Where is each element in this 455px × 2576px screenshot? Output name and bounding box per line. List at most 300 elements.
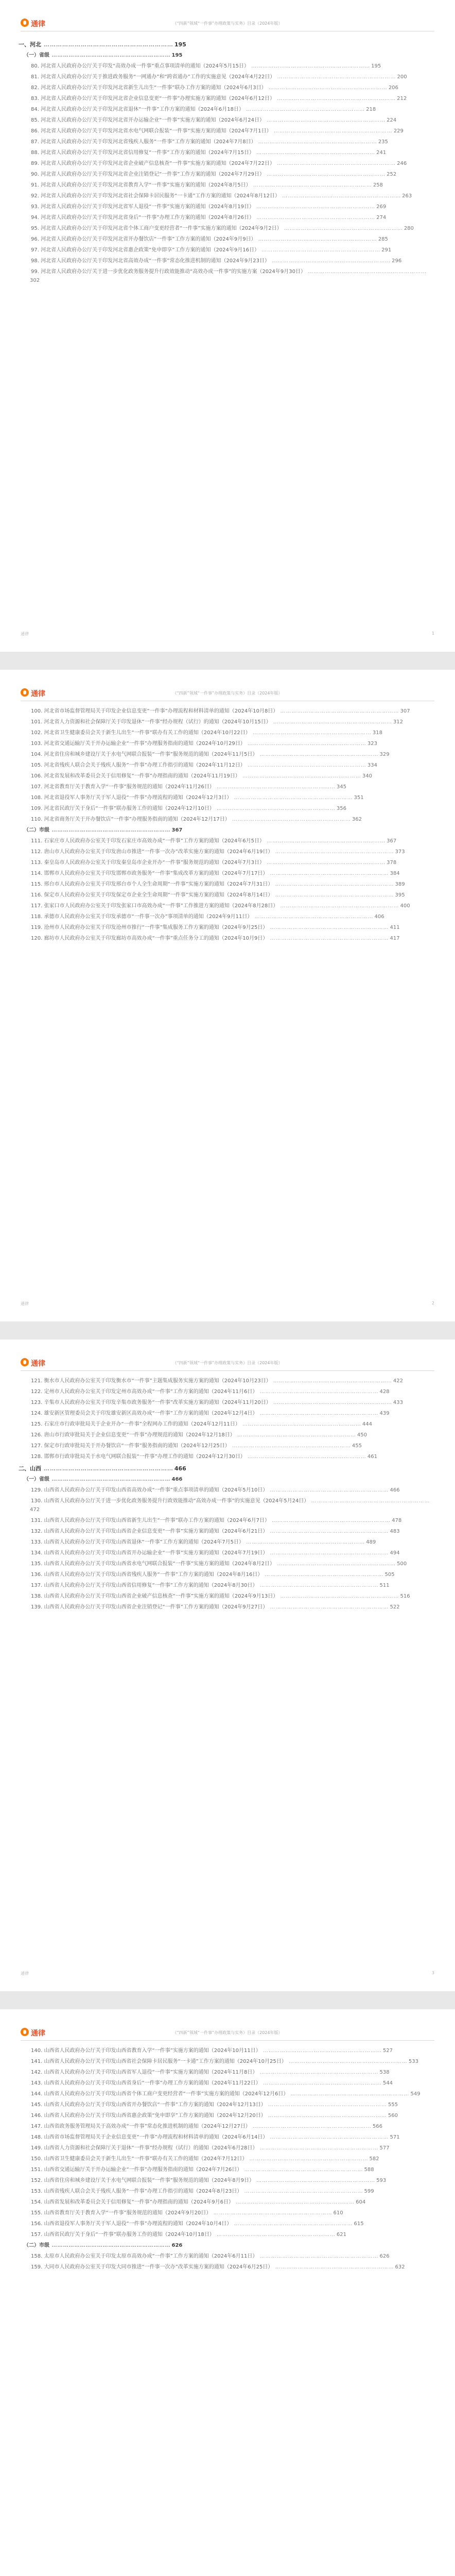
toc-entry-title: 135. 山西省人民政府办公厅关于印发山西省水电气网联合报装“一件事”实施方案的通知（2024年8月2日） — [31, 1561, 275, 1567]
toc-leader-dots: ……………………………………………………… — [214, 784, 336, 790]
toc-leader-dots: ……………………………………………………… — [256, 236, 377, 242]
toc-leader-dots: ……………………………………………………… — [278, 708, 399, 714]
toc-entry[interactable] — [29, 2176, 431, 2185]
toc-leader-dots: ……………………………………………………… — [235, 1432, 356, 1438]
toc-leader-dots: ……………………………………………………… — [257, 2070, 379, 2075]
toc-entry[interactable] — [29, 2252, 431, 2261]
toc-entry[interactable] — [29, 891, 431, 900]
toc-page-number: 351 — [354, 795, 364, 801]
toc-entry[interactable] — [29, 2198, 431, 2207]
toc-entry-title: 115. 邢台市人民政府办公室关于印发邢台市个人全生命周期“一件事”实施方案的通知（2024年7月31日） — [31, 882, 273, 887]
toc-leader-dots: ……………………………………………………… — [269, 258, 391, 264]
toc-entry[interactable] — [29, 1592, 431, 1601]
toc-entry[interactable] — [29, 1452, 431, 1461]
toc-entry[interactable] — [29, 783, 431, 791]
toc-entry-title: 85. 河北省人民政府办公厅关于印发河北省开办运输企业“一件事”实施方案的通知（2024年6月24日） — [31, 117, 265, 123]
toc-entry[interactable] — [29, 837, 431, 845]
toc-leader-dots: ……………………………………………………… — [264, 860, 386, 866]
toc-entry[interactable] — [29, 728, 431, 737]
footer-page-number: 1 — [431, 631, 434, 636]
toc-page-number: 218 — [366, 107, 376, 112]
toc-entry[interactable] — [29, 1560, 431, 1568]
toc-page-number: 258 — [373, 182, 383, 188]
toc-leader-dots: ……………………………………………………… — [41, 41, 173, 48]
toc-entry-title: 148. 山西省市场监督管理局关于企业信息变更“一件事”办理流程和材料清单的通知（2024年6月14日） — [31, 2134, 268, 2140]
toc-entry[interactable] — [29, 1398, 431, 1407]
page-header — [21, 16, 434, 31]
toc-entry-title: 128. 邯郸市行政审批局关于水电气网联合报装“一件事”办理工作的通知（2024年12月30日） — [31, 1454, 246, 1460]
toc-entry-title: 131. 山西省人民政府办公厅关于印发山西省新生儿出生“一件事”联办工作方案的通知（2024年6月7日） — [31, 1518, 270, 1523]
toc-list — [24, 707, 431, 945]
toc-list — [19, 37, 431, 287]
toc-leader-dots: ……………………………………………………… — [49, 827, 171, 833]
toc-entry-title: 122. 定州市人民政府办公室关于印发定州市高效办成“一件事”工作方案的通知（2024年11月6日） — [31, 1389, 258, 1395]
toc-page-number: 224 — [387, 117, 397, 123]
toc-entry-title: 106. 河北省发展和改革委员会关于信用修复“一件事”办理指南的通知（2024年11月19日） — [31, 773, 240, 779]
toc-entry[interactable] — [29, 105, 431, 114]
toc-leader-dots: ……………………………………………………… — [268, 871, 389, 876]
toc-page-number: 373 — [395, 849, 405, 855]
toc-entry-title: 155. 山西省教育厅关于教育入学“一件事”服务规范的通知（2024年9月20日） — [31, 2210, 212, 2216]
toc-entry-title: 123. 辛集市人民政府办公室关于印发辛集市政务服务“一件事”改革实施方案的通知（2024年11月20日） — [31, 1400, 271, 1405]
toc-entry[interactable] — [29, 772, 431, 781]
toc-entry[interactable] — [29, 1409, 431, 1418]
toc-entry-title: 153. 山西省残疾人联合会关于残疾人服务“一件事”办理工作指引的通知（2024年8月23日） — [31, 2189, 242, 2194]
toc-entry[interactable] — [29, 1420, 431, 1429]
toc-leader-dots: ……………………………………………………… — [268, 1604, 389, 1610]
toc-entry-title: 98. 河北省人民政府办公厅关于印发河北省高效办成“一件事”常态化推进机制的通知（2024年9月23日） — [31, 258, 270, 264]
toc-leader-dots: ……………………………………………………… — [232, 2221, 353, 2227]
toc-entry-title: 100. 河北省市场监督管理局关于印发企业信息变更“一件事”办理流程和材料清单的通知（2024年10月8日） — [31, 708, 278, 714]
toc-entry-title: 89. 河北省人民政府办公厅关于印发河北省企业破产信息核查“一件事”实施方案的通知（2024年7月22日） — [31, 161, 275, 166]
running-title: 《“四新”领域“一件事”办理政策与实务》目录（2024年版） — [172, 691, 283, 696]
toc-page-number: 527 — [382, 2048, 393, 2054]
toc-entry[interactable] — [29, 750, 431, 759]
toc-entry[interactable] — [29, 718, 431, 726]
toc-page-number: 384 — [390, 871, 400, 876]
toc-page-number: 334 — [367, 762, 377, 768]
toc-leader-dots: ……………………………………………………… — [49, 2243, 171, 2248]
toc-page-number: 235 — [378, 139, 388, 145]
toc-entry[interactable] — [29, 62, 431, 71]
toc-page-number: 516 — [400, 1594, 410, 1599]
toc-entry-title: 126. 唐山市行政审批局关于企业信息变更“一件事”办理规范的通知（2024年12月18日） — [31, 1432, 235, 1438]
toc-leader-dots: ……………………………………………………… — [266, 2102, 387, 2108]
toc-leader-dots: ……………………………………………………… — [230, 1443, 351, 1449]
toc-page-number: 200 — [397, 74, 407, 80]
toc-entry[interactable] — [29, 159, 431, 168]
toc-entry[interactable] — [29, 815, 431, 824]
toc-leader-dots: ……………………………………………………… — [49, 53, 171, 58]
toc-page-number: 466 — [174, 1465, 186, 1472]
toc-entry[interactable] — [29, 1377, 431, 1385]
toc-leader-dots: ……………………………………………………… — [252, 914, 374, 920]
toc-entry[interactable] — [29, 880, 431, 889]
toc-page-number: 307 — [400, 708, 410, 714]
toc-page-number: 444 — [362, 1421, 372, 1427]
toc-entry-title: 140. 山西省人民政府办公厅关于印发山西省教育入学“一件事”实施方案的通知（2024年10月11日） — [31, 2048, 261, 2054]
toc-entry-title: 92. 河北省人民政府办公厅关于印发河北省社会保障卡居民服务“一卡通”工作方案的通知（2024年8月12日） — [31, 193, 280, 199]
toc-entry[interactable] — [29, 2057, 431, 2066]
toc-entry[interactable] — [29, 793, 431, 802]
toc-entry[interactable] — [29, 1527, 431, 1536]
toc-page-number: 417 — [390, 936, 400, 941]
toc-entry[interactable] — [29, 1538, 431, 1547]
toc-entry[interactable] — [29, 804, 431, 813]
toc-leader-dots: ……………………………………………………… — [273, 892, 394, 898]
toc-entry-title: 87. 河北省人民政府办公厅关于印发河北省残疾人服务“一件事”工作方案的通知（2024年7月8日） — [31, 139, 256, 145]
toc-entry[interactable] — [29, 2079, 431, 2088]
toc-entry[interactable] — [29, 848, 431, 856]
toc-page-number: 318 — [372, 730, 382, 736]
toc-entry-title: 138. 山西省人民政府办公厅关于印发山西省企业破产信息核查“一件事”实施方案的通知（2024年9月13日） — [31, 1594, 278, 1599]
toc-page-number: 588 — [364, 2167, 374, 2173]
toc-page-number: 229 — [393, 128, 404, 134]
toc-entry[interactable] — [29, 192, 431, 200]
toc-entry[interactable] — [29, 83, 431, 92]
toc-page-number: 269 — [376, 204, 387, 210]
toc-leader-dots: ……………………………………………………… — [273, 2264, 394, 2270]
toc-entry-title: 119. 沧州市人民政府办公室关于印发沧州市推行“一件事”集成服务工作方案的通知（2024年9月25日） — [31, 925, 268, 930]
toc-page-number: 296 — [392, 258, 402, 264]
toc-leader-dots: ……………………………………………………… — [268, 2134, 389, 2140]
toc-leader-dots: ……………………………………………………… — [282, 226, 403, 231]
toc-leader-dots: ……………………………………………………… — [257, 752, 379, 757]
toc-page-number: 544 — [382, 2080, 393, 2086]
toc-leader-dots: ……………………………………………………… — [245, 1454, 366, 1460]
toc-entry[interactable] — [29, 1603, 431, 1612]
toc-leader-dots: ……………………………………………………… — [264, 838, 386, 844]
toc-entry[interactable] — [29, 2263, 431, 2272]
toc-entry-title: 151. 山西省交通运输厅关于开办运输企业“一件事”办理服务指南的通知（2024年7月26日） — [31, 2167, 242, 2173]
toc-entry[interactable] — [29, 934, 431, 943]
toc-entry[interactable] — [29, 1570, 431, 1579]
toc-entry[interactable] — [29, 2133, 431, 2142]
footer-brand: 通律 — [21, 1301, 29, 1306]
toc-entry-title: 117. 张家口市人民政府办公室关于印发张家口市高效办成“一件事”工作推进方案的通知（2024年8月28日） — [31, 903, 278, 909]
logo-text: 通律 — [31, 1360, 45, 1368]
toc-page-number: 323 — [367, 741, 377, 747]
toc-leader-dots: ……………………………………………………… — [254, 215, 376, 221]
toc-page-number: 560 — [388, 2113, 398, 2119]
toc-leader-dots: ……………………………………………………… — [275, 74, 396, 80]
toc-page-number: 356 — [336, 806, 346, 811]
toc-entry[interactable] — [29, 235, 431, 244]
toc-page-number: 246 — [397, 161, 407, 166]
toc-page-number: 241 — [376, 150, 387, 156]
toc-entry[interactable] — [29, 170, 431, 179]
toc-entry[interactable] — [29, 761, 431, 770]
footer-page-number: 2 — [431, 1301, 434, 1306]
toc-entry[interactable] — [29, 224, 431, 233]
toc-page — [0, 1340, 455, 1991]
toc-page-number: 411 — [390, 925, 400, 930]
toc-entry-title: （一）省级 — [24, 53, 49, 58]
toc-entry[interactable] — [29, 739, 431, 748]
toc-page-number: 280 — [404, 226, 414, 231]
toc-entry[interactable] — [29, 127, 431, 135]
toc-leader-dots: ……………………………………………………… — [259, 247, 381, 253]
toc-leader-dots: ……………………………………………………… — [286, 2059, 408, 2064]
toc-leader-dots: ……………………………………………………… — [233, 2199, 355, 2205]
toc-subsection-heading[interactable] — [24, 826, 431, 835]
toc-entry[interactable] — [29, 869, 431, 878]
toc-entry[interactable] — [29, 1387, 431, 1396]
toc-page — [0, 0, 455, 652]
toc-page-number: 533 — [408, 2059, 418, 2064]
toc-leader-dots: ……………………………………………………… — [245, 762, 366, 768]
toc-page-number: 571 — [390, 2134, 400, 2140]
toc-entry-title: 130. 山西省人民政府办公厅关于进一步优化政务服务提升行政效能推动“高效办成一件事”的实施意见（2024年5月24日） — [31, 1498, 309, 1504]
toc-page-number: 610 — [333, 2210, 343, 2216]
logo-text: 通律 — [31, 2029, 45, 2038]
toc-page-number: 212 — [397, 96, 407, 101]
toc-entry-title: 94. 河北省人民政府办公厅关于印发河北省身后“一件事”办理工作方案的通知（2024年8月26日） — [31, 215, 254, 221]
toc-entry[interactable] — [29, 2219, 431, 2228]
toc-entry-title: 113. 秦皇岛市人民政府办公室关于印发秦皇岛市企业开办“一件事”服务规范的通知（2024年7月3日） — [31, 860, 265, 866]
toc-leader-dots: ……………………………………………………… — [266, 85, 388, 91]
toc-page-number: 195 — [171, 53, 183, 58]
page-header — [21, 1356, 434, 1371]
toc-entry-title: 107. 河北省教育厅关于教育入学“一件事”服务规范的通知（2024年11月26日） — [31, 784, 215, 790]
toc-leader-dots: ……………………………………………………… — [41, 1465, 173, 1472]
toc-leader-dots: ……………………………………………………… — [260, 2048, 382, 2054]
toc-entry[interactable] — [29, 2090, 431, 2098]
toc-leader-dots: ……………………………………………………… — [254, 150, 376, 156]
toc-leader-dots: ……………………………………………………… — [242, 2189, 363, 2194]
toc-entry[interactable] — [29, 902, 431, 910]
toc-page-number: 626 — [171, 2243, 183, 2248]
toc-entry-title: 91. 河北省人民政府办公厅关于印发河北省教育入学“一件事”实施方案的通知（2024年8月5日） — [31, 182, 251, 188]
toc-entry-title: 二、山西 — [19, 1465, 41, 1472]
toc-page-number: 378 — [387, 860, 397, 866]
toc-leader-dots: ……………………………………………………… — [271, 128, 393, 134]
toc-entry-title: 133. 山西省人民政府办公厅关于印发山西省退休“一件事”工作方案的通知（2024年7月5日） — [31, 1539, 244, 1545]
toc-entry-title: 150. 山西省卫生健康委员会关于新生儿出生“一件事”联办有关工作的通知（2024年7月12日） — [31, 2156, 248, 2162]
toc-page-number: 195 — [371, 63, 381, 69]
toc-list — [19, 1377, 431, 1614]
toc-entry-title: 96. 河北省人民政府办公厅关于印发河北省开办餐饮店“一件事”工作方案的通知（2024年9月9日） — [31, 236, 256, 242]
toc-page-number: 439 — [379, 1411, 390, 1416]
toc-entry[interactable] — [29, 116, 431, 125]
toc-entry[interactable] — [29, 94, 431, 103]
toc-leader-dots: ……………………………………………………… — [268, 1550, 389, 1556]
footer-page-number: 3 — [431, 1971, 434, 1975]
logo-text: 通律 — [31, 20, 45, 28]
toc-page-number: 395 — [395, 892, 405, 898]
toc-page-number: 604 — [356, 2199, 366, 2205]
page-footer — [21, 1301, 434, 1308]
toc-entry[interactable] — [29, 2111, 431, 2120]
toc-page-number: 263 — [402, 193, 412, 199]
toc-page-number: 632 — [395, 2264, 405, 2270]
toc-entry-title: 144. 山西省人民政府办公厅关于印发山西省个体工商户变更经营者“一件事”实施方案的通知（2024年12月6日） — [31, 2091, 289, 2097]
toc-entry-title: 145. 山西省人民政府办公厅关于印发山西省开办餐饮店“一件事”工作方案的通知（2024年12月13日） — [31, 2102, 266, 2108]
toc-leader-dots: ……………………………………………………… — [49, 1477, 171, 1482]
toc-entry[interactable] — [29, 202, 431, 211]
toc-entry-title: 124. 雄安新区管理委员会关于印发雄安新区高效办成“一件事”工作方案的通知（2024年12月4日） — [31, 1411, 258, 1416]
toc-leader-dots: ……………………………………………………… — [273, 882, 394, 887]
toc-entry-title: 88. 河北省人民政府办公厅关于印发河北省信用修复“一件事”工作方案的通知（2024年7月15日） — [31, 150, 254, 156]
toc-leader-dots: ……………………………………………………… — [211, 2210, 332, 2216]
toc-page-number: 599 — [364, 2189, 374, 2194]
toc-leader-dots: ……………………………………………………… — [214, 806, 336, 811]
toc-entry[interactable] — [29, 1486, 431, 1495]
toc-entry[interactable] — [29, 1516, 431, 1525]
toc-section-heading[interactable] — [19, 40, 431, 49]
toc-entry[interactable] — [29, 2144, 431, 2153]
toc-entry[interactable] — [29, 1497, 431, 1514]
toc-entry-title: 141. 山西省人民政府办公厅关于印发山西省社会保障卡居民服务“一卡通”工作方案的通知（2024年10月25日） — [31, 2059, 287, 2064]
toc-entry[interactable] — [29, 2046, 431, 2055]
toc-entry[interactable] — [29, 2209, 431, 2217]
toc-page-number: 538 — [379, 2070, 390, 2075]
toc-entry[interactable] — [29, 2230, 431, 2239]
toc-entry-title: 86. 河北省人民政府办公厅关于印发河北省水电气网联合报装“一件事”实施方案的通知（2024年7月1日） — [31, 128, 272, 134]
toc-entry-title: 116. 保定市人民政府办公室关于印发保定市企业全生命周期“一件事”实施方案的通知（2024年8月14日） — [31, 892, 273, 898]
toc-leader-dots: ……………………………………………………… — [240, 1421, 361, 1427]
toc-entry[interactable] — [29, 1549, 431, 1557]
toc-entry-title: 102. 河北省卫生健康委员会关于新生儿出生“一件事”联办有关工作的通知（2024年10月22日） — [31, 730, 251, 736]
running-title: 《“四新”领域“一件事”办理政策与实务》目录（2024年版） — [172, 2030, 283, 2035]
toc-page-number: 577 — [379, 2145, 390, 2151]
toc-page-number: 505 — [384, 1572, 395, 1578]
toc-entry-title: 136. 山西省人民政府办公厅关于印发山西省残疾人服务“一件事”工作方案的通知（2024年8月16日） — [31, 1572, 263, 1578]
toc-entry-title: 158. 太原市人民政府办公室关于印发太原市高效办成“一件事”工作方案的通知（2024年6月11日） — [31, 2253, 258, 2259]
toc-page-number: 362 — [352, 817, 362, 822]
toc-leader-dots: ……………………………………………………… — [245, 741, 366, 747]
toc-list — [24, 2046, 431, 2274]
toc-page-number: 494 — [390, 1550, 400, 1556]
toc-entry-title: 120. 廊坊市人民政府办公室关于印发廊坊市高效办成“一件事”重点任务分工的通知（2024年10月9日） — [31, 936, 268, 941]
toc-entry[interactable] — [29, 707, 431, 716]
toc-entry[interactable] — [29, 138, 431, 146]
toc-entry[interactable] — [29, 1442, 431, 1450]
toc-page-number: 615 — [354, 2221, 364, 2227]
toc-leader-dots: ……………………………………………………… — [278, 1594, 399, 1599]
toc-entry[interactable] — [29, 267, 431, 285]
toc-page — [0, 670, 455, 1321]
toc-entry[interactable] — [29, 923, 431, 932]
toc-entry-title: 81. 河北省人民政府办公厅关于推进政务服务“一网通办”和“跨省通办”工作的实施意见（2024年4月22日） — [31, 74, 275, 80]
running-title: 《“四新”领域“一件事”办理政策与实务》目录（2024年版） — [172, 21, 283, 26]
toc-entry[interactable] — [29, 1581, 431, 1590]
toc-page-number: 389 — [395, 882, 405, 887]
toc-entry-title: 101. 河北省人力资源和社会保障厅关于印发退休“一件事”经办规程（试行）的通知（2024年10月15日） — [31, 719, 271, 725]
toc-leader-dots: ……………………………………………………… — [288, 2091, 410, 2097]
toc-leader-dots: ……………………………………………………… — [214, 2232, 336, 2238]
toc-entry-title: 90. 河北省人民政府办公厅关于印发河北省企业注销登记“一件事”工作方案的通知（2024年7月29日） — [31, 172, 265, 177]
toc-leader-dots: ……………………………………………………… — [266, 2113, 387, 2119]
toc-entry-title: 108. 河北省退役军人事务厅关于军人退役“一件事”办理流程的通知（2024年12月3日） — [31, 795, 232, 801]
toc-page-number: 195 — [174, 41, 186, 48]
toc-leader-dots: ……………………………………………………… — [242, 2167, 363, 2173]
toc-entry-title: 159. 大同市人民政府办公室关于印发大同市推进“一件事一次办”改革实施方案的通知（2024年6月25日） — [31, 2264, 273, 2270]
toc-entry-title: 97. 河北省人民政府办公厅关于印发河北省惠企政策“免申即享”工作方案的通知（2024年9月16日） — [31, 247, 259, 253]
toc-page-number: 472 — [30, 1507, 40, 1513]
toc-entry[interactable] — [29, 2187, 431, 2196]
toc-entry[interactable] — [29, 2100, 431, 2109]
toc-entry[interactable] — [29, 257, 431, 265]
toc-entry-title: 83. 河北省人民政府办公厅关于印发河北省企业信息变更“一件事”办理实施方案的通知（2024年6月12日） — [31, 96, 275, 101]
toc-subsection-heading[interactable] — [24, 2241, 431, 2250]
toc-entry-title: 134. 山西省人民政府办公厅关于印发山西省开办运输企业“一件事”实施方案的通知（2024年7月19日） — [31, 1550, 268, 1556]
toc-entry-title: 154. 山西省发展和改革委员会关于信用修复“一件事”办理指南的通知（2024年9月6日） — [31, 2199, 234, 2205]
toc-page-number: 582 — [369, 2156, 379, 2162]
toc-leader-dots: ……………………………………………………… — [309, 1498, 430, 1504]
toc-entry-title: 80. 河北省人民政府办公厅关于印发“高效办成一件事”重点事项清单的通知（2024年5月15日） — [31, 63, 249, 69]
page-footer — [21, 1971, 434, 1978]
toc-page-number: 422 — [393, 1378, 403, 1384]
toc-entry-title: 132. 山西省人民政府办公厅关于印发山西省企业信息变更“一件事”实施方案的通知（2024年6月21日） — [31, 1529, 268, 1534]
toc-leader-dots: ……………………………………………………… — [257, 1583, 379, 1588]
toc-entry[interactable] — [29, 2165, 431, 2174]
toc-entry-title: 103. 河北省交通运输厅关于开办运输企业“一件事”办理服务指南的通知（2024年10月29日） — [31, 741, 246, 747]
toc-entry-title: 137. 山西省人民政府办公厅关于印发山西省信用修复“一件事”工作方案的通知（2024年8月30日） — [31, 1583, 258, 1588]
toc-entry[interactable] — [29, 2155, 431, 2163]
toc-leader-dots: ……………………………………………………… — [271, 1400, 392, 1405]
toc-page-number: 329 — [379, 752, 390, 757]
toc-leader-dots: ……………………………………………………… — [274, 96, 396, 101]
toc-entry[interactable] — [29, 2068, 431, 2077]
toc-section-heading[interactable] — [19, 1464, 431, 1473]
toc-page-number: 522 — [390, 1604, 400, 1610]
toc-leader-dots: ……………………………………………………… — [243, 107, 365, 112]
toc-entry-title: 105. 河北省残疾人联合会关于残疾人服务“一件事”办理工作指引的通知（2024年11月12日） — [31, 762, 246, 768]
toc-page-number: 555 — [388, 2102, 398, 2108]
toc-entry-title: 84. 河北省人民政府办公厅关于印发河北省退休“一件事”工作方案的通知（2024年6月18日） — [31, 107, 244, 112]
toc-entry[interactable] — [29, 213, 431, 222]
toc-entry[interactable] — [29, 246, 431, 255]
toc-page — [0, 2009, 455, 2576]
toc-entry-title: 147. 山西省政务服务管理局关于高效办成“一件事”常态化推进机制的通知（2024年12月27日） — [31, 2124, 251, 2129]
toc-leader-dots: ……………………………………………………… — [269, 1518, 391, 1523]
toc-subsection-heading[interactable] — [24, 51, 431, 60]
toc-page-number: 478 — [392, 1518, 402, 1523]
toc-entry[interactable] — [29, 148, 431, 157]
toc-page-number: 312 — [393, 719, 403, 725]
toc-leader-dots: ……………………………………………………… — [274, 1561, 396, 1567]
toc-page-number: 489 — [366, 1539, 376, 1545]
page-footer — [21, 631, 434, 638]
toc-entry[interactable] — [29, 181, 431, 190]
toc-entry[interactable] — [29, 2122, 431, 2131]
toc-leader-dots: ……………………………………………………… — [247, 2156, 369, 2162]
toc-leader-dots: ……………………………………………………… — [257, 2253, 379, 2259]
toc-page-number: 461 — [367, 1454, 377, 1460]
toc-page-number: 285 — [378, 236, 388, 242]
toc-entry[interactable] — [29, 1431, 431, 1439]
toc-page-number: 367 — [171, 827, 183, 833]
toc-leader-dots: ……………………………………………………… — [273, 849, 394, 855]
toc-entry-title: 156. 山西省退役军人事务厅关于军人退役“一件事”办理流程的通知（2024年10月4日） — [31, 2221, 232, 2227]
toc-entry-title: 110. 河北省商务厅关于开办餐饮店“一件事”办理服务指南的通知（2024年12月17日） — [31, 817, 230, 822]
toc-entry-title: 157. 山西省民政厅关于身后“一件事”联办服务工作的通知（2024年10月18日） — [31, 2232, 215, 2238]
toc-page-number: 291 — [381, 247, 392, 253]
footer-brand: 通律 — [21, 1971, 29, 1976]
toc-entry[interactable] — [29, 858, 431, 867]
toc-page-number: 274 — [376, 215, 387, 221]
toc-page-number: 626 — [379, 2253, 390, 2259]
toc-entry[interactable] — [29, 912, 431, 921]
toc-subsection-heading[interactable] — [24, 1475, 431, 1484]
toc-page-number: 466 — [171, 1477, 183, 1482]
toc-entry-title: 127. 保定市行政审批局关于开办餐饮店“一件事”服务指南的通知（2024年12月25日） — [31, 1443, 230, 1449]
toc-entry-title: （二）市级 — [24, 2243, 49, 2248]
toc-entry[interactable] — [29, 73, 431, 81]
toc-entry-title: （一）省级 — [24, 1477, 49, 1482]
toc-entry-title: 152. 山西省住房和城乡建设厅关于水电气网联合报装“一件事”服务规范的通知（2024年8月9日） — [31, 2178, 254, 2183]
